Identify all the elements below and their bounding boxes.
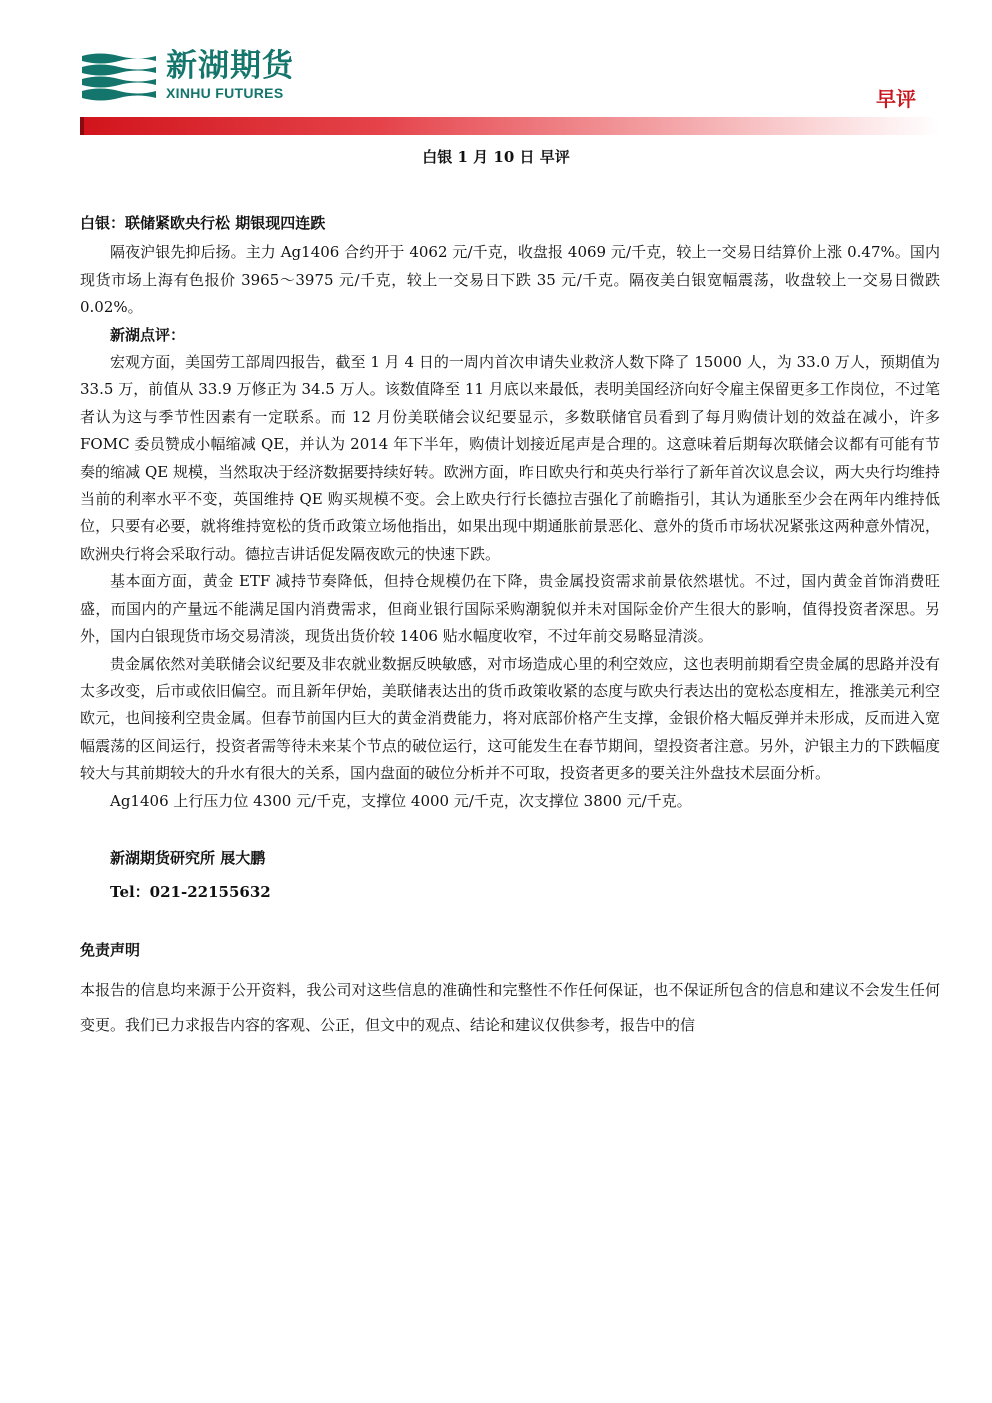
report-body: [80, 210, 940, 1043]
comment-label: 新湖点评：: [110, 325, 186, 344]
xinhu-logo-icon: [82, 52, 156, 104]
article-heading: 白银：联储紧欧央行松 期银现四连跌: [80, 214, 326, 232]
macro-paragraph: 宏观方面，美国劳工部周四报告，截至 1 月 4 日的一周内首次申请失业救济人数下降了 15000 人，为 33.0 万人，预期值为 33.5 万，前值从 33.9 万修正为 34.5 万人。该数值降至 11 月底以来最低，表明美国经济向好令雇主保留更多工作岗位，不过笔者认为这与季节性因素有一定联系。而 12 月份美联储会议纪要显示，多数联储官员看到了每月购债计划的效益在减小，许多 FOMC 委员赞成小幅缩减 QE，并认为 2014 年下半年，购债计划接近尾声是合理的。这意味着后期每次联储会议都有可能有节奏的缩减 QE 规模，当然取决于经济数据要持续好转。欧洲方面，昨日欧央行和英央行举行了新年首次议息会议，两大央行均维持当前的利率水平不变，英国维持 QE 购买规模不变。会上欧央行行长德拉吉强化了前瞻指引，其认为通胀至少会在两年内维持低位，只要有必要，就将维持宽松的货币政策立场他指出，如果出现中期通胀前景恶化、意外的货币市场状况紧张这两种意外情况，欧洲央行将会采取行动。德拉吉讲话促发隔夜欧元的快速下跌。: [80, 353, 940, 563]
author-line: 新湖期货研究所 展大鹏: [110, 848, 266, 867]
disclaimer-body: 本报告的信息均来源于公开资料，我公司对这些信息的准确性和完整性不作任何保证，也不保证所包含的信息和建议不会发生任何变更。我们已力求报告内容的客观、公正，但文中的观点、结论和建议仅供参考，报告中的信: [80, 980, 940, 1034]
header-divider-edge: [80, 117, 84, 135]
price-levels-paragraph: Ag1406 上行压力位 4300 元/千克，支撑位 4000 元/千克，次支撑位 3800 元/千克。: [110, 791, 692, 810]
disclaimer-title: 免责声明: [80, 940, 141, 959]
company-name-en: XINHU FUTURES: [166, 85, 284, 101]
report-type-tag: 早评: [876, 87, 916, 111]
outlook-paragraph: 贵金属依然对美联储会议纪要及非农就业数据反映敏感，对市场造成心里的利空效应，这也表明前期看空贵金属的思路并没有太多改变，后市或依旧偏空。而且新年伊始，美联储表达出的货币政策收紧的态度与欧央行表达出的宽松态度相左，推涨美元利空欧元，也间接利空贵金属。但春节前国内巨大的黄金消费能力，将对底部价格产生支撑，金银价格大幅反弹并未形成，反而进入宽幅震荡的区间运行，投资者需等待未来某个节点的破位运行，这可能发生在春节期间，望投资者注意。另外，沪银主力的下跌幅度较大与其前期较大的升水有很大的关系，国内盘面的破位分析并不可取，投资者更多的要关注外盘技术层面分析。: [80, 654, 940, 783]
report-title: 白银 1 月 10 日 早评: [422, 148, 570, 166]
header-divider: [80, 117, 940, 135]
telephone-line: Tel：021-22155632: [110, 882, 271, 901]
company-name-cn: 新湖期货: [166, 48, 294, 84]
fundamentals-paragraph: 基本面方面，黄金 ETF 减持节奏降低，但持仓规模仍在下降，贵金属投资需求前景依然堪忧。不过，国内黄金首饰消费旺盛，而国内的产量远不能满足国内消费需求，但商业银行国际采购潮貌似并未对国际金价产生很大的影响，值得投资者深思。另外，国内白银现货市场交易清淡，现货出货价较 1406 贴水幅度收窄，不过年前交易略显清淡。: [80, 572, 940, 646]
market-summary: 隔夜沪银先抑后扬。主力 Ag1406 合约开于 4062 元/千克，收盘报 4069 元/千克，较上一交易日结算价上涨 0.47%。国内现货市场上海有色报价 3965～3975 元/千克，较上一交易日下跌 35 元/千克。隔夜美白银宽幅震荡，收盘较上一交易日微跌 0.02%。: [80, 243, 940, 317]
